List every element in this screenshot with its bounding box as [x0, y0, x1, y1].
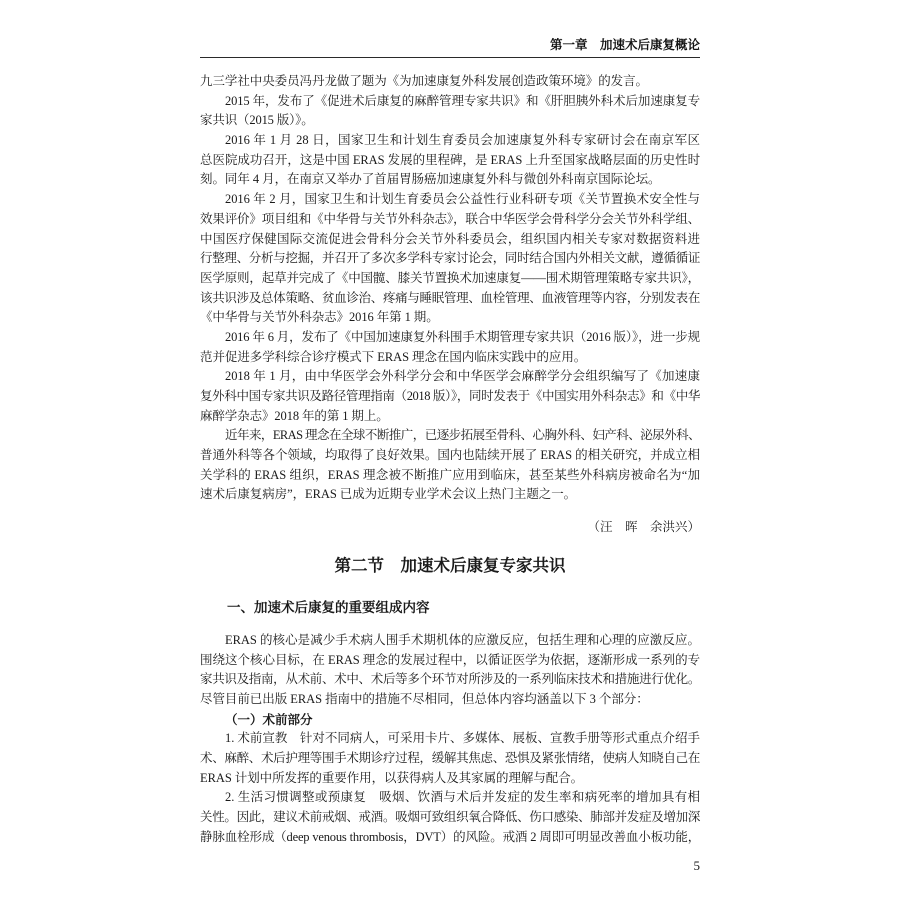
chapter-title: 第一章 加速术后康复概论	[549, 37, 700, 52]
text-line: 九三学社中央委员冯丹龙做了题为《为加速康复外科发展创造政策环境》的发言。	[200, 74, 649, 88]
text-line: 刻。同年 4 月，在南京又举办了首届胃肠癌加速康复外科与微创外科南京国际论坛。	[200, 172, 661, 187]
text-line: 普通外科等各个领域，均取得了良好效果。国内也陆续开展了 ERAS 的相关研究，并成立相	[200, 448, 700, 463]
text-line: 中国医疗保健国际交流促进会骨科分会关节外科委员会，组织国内相关专家对数据资料进	[200, 231, 700, 246]
text-line: 总医院成功召开，这是中国 ERAS 发展的里程碑，是 ERAS 上升至国家战略层面的历史性时	[200, 152, 700, 167]
paragraph	[200, 426, 700, 505]
text-line: 2. 生活习惯调整或预康复 吸烟、饮酒与术后并发症的发生率和病死率的增加具有相	[225, 790, 700, 805]
paragraph	[200, 190, 700, 328]
text-line: 围绕这个核心目标，在 ERAS 理念的发展过程中，以循证医学为依据，逐渐形成一系列的专	[200, 652, 700, 667]
section-paragraphs	[200, 631, 700, 710]
running-head	[200, 36, 700, 54]
carryover-paragraph	[200, 72, 700, 92]
paragraph	[200, 367, 700, 426]
paragraph	[200, 92, 700, 131]
section-title: 第二节 加速术后康复专家共识	[334, 555, 566, 575]
text-line: 1. 术前宣教 针对不同病人，可采用卡片、多媒体、展板、宣教手册等形式重点介绍手	[225, 731, 700, 746]
paragraph	[200, 631, 700, 710]
text-line: 速术后康复病房”，ERAS 已成为近期专业学术会议上热门主题之一。	[200, 487, 577, 502]
text-line: 范并促进多学科综合诊疗模式下 ERAS 理念在国内临床实践中的应用。	[200, 349, 587, 364]
text-line: 近年来，ERAS 理念在全球不断推广，已逐步拓展至骨科、心胸外科、妇产科、泌尿外科、	[225, 428, 700, 443]
header-rule	[200, 57, 700, 58]
subsection-title: （一）术前部分	[225, 711, 313, 727]
author-credit: （汪 晖 余洪兴）	[587, 520, 700, 535]
text-line: 复外科中国专家共识及路径管理指南（2018 版）》，同时发表于《中国实用外科杂志》和《中华	[200, 389, 700, 403]
text-line: 2015 年，发布了《促进术后康复的麻醉管理专家共识》和《肝胆胰外科术后加速康复专	[225, 93, 700, 108]
text-line: 2016 年 1 月 28 日，国家卫生和计划生育委员会加速康复外科专家研讨会在南京军区	[225, 133, 700, 148]
text-line: 麻醉学杂志》2018 年的第 1 期上。	[200, 408, 389, 423]
text-line: 关性。因此，建议术前戒烟、戒酒。吸烟可致组织氧合降低、伤口感染、肺部并发症及增加深	[200, 810, 700, 825]
subsection-paragraphs	[200, 729, 700, 847]
page-number: 5	[693, 858, 700, 873]
text-line: 《中华骨与关节外科杂志》2016 年第 1 期。	[200, 310, 439, 325]
page-body	[200, 72, 700, 847]
paragraph	[200, 72, 700, 92]
text-line: 医学原则，起草并完成了《中国髋、膝关节置换术加速康复——围术期管理策略专家共识》，	[200, 270, 700, 285]
text-line: 家共识（2015 版）》。	[200, 113, 314, 128]
text-line: ERAS 计划中所发挥的重要作用，以获得病人及其家属的理解与配合。	[200, 770, 584, 785]
text-line: 关学科的 ERAS 组织，ERAS 理念被不断推广应用到临床，甚至某些外科病房被命名为“加	[200, 467, 700, 482]
text-line: 2016 年 2 月，国家卫生和计划生育委员会公益性行业科研专项《关节置换术安全性与	[225, 192, 700, 207]
text-line: 行整理、分析与挖掘，并召开了多次多学科专家讨论会，同时结合国内外相关文献，遵循循证	[200, 251, 700, 266]
text-line: ERAS 的核心是减少手术病人围手术期机体的应激反应，包括生理和心理的应激反应。	[225, 632, 700, 647]
text-line: 该共识涉及总体策略、贫血诊治、疼痛与睡眠管理、血栓管理、血液管理等内容，分别发表在	[200, 290, 700, 305]
text-line: 术、麻醉、术后护理等围手术期诊疗过程，缓解其焦虑、恐惧及紧张情绪，使病人知晓自己在	[200, 751, 700, 766]
text-line: 静脉血栓形成（deep venous thrombosis，DVT）的风险。戒酒 2 周即可明显改善血小板功能，	[200, 829, 700, 844]
paragraph	[200, 788, 700, 847]
paragraph	[200, 729, 700, 788]
paragraph	[200, 328, 700, 367]
text-line: 家共识及指南，从术前、术中、术后等多个环节对所涉及的一系列临床技术和措施进行优化。	[200, 672, 700, 687]
paragraph	[200, 131, 700, 190]
intro-paragraphs	[200, 92, 700, 505]
subheading: 一、加速术后康复的重要组成内容	[227, 599, 430, 616]
text-line: 2016 年 6 月，发布了《中国加速康复外科围手术期管理专家共识（2016 版）》，进一步规	[225, 329, 700, 344]
text-line: 效果评价》项目组和《中华骨与关节外科杂志》，联合中华医学会骨科学分会关节外科学组、	[200, 211, 700, 226]
text-line: 2018 年 1 月，由中华医学会外科学分会和中华医学会麻醉学分会组织编写了《加速康	[225, 369, 700, 384]
text-line: 尽管目前已出版 ERAS 指南中的措施不尽相同，但总体内容均涵盖以下 3 个部分：	[200, 691, 649, 706]
